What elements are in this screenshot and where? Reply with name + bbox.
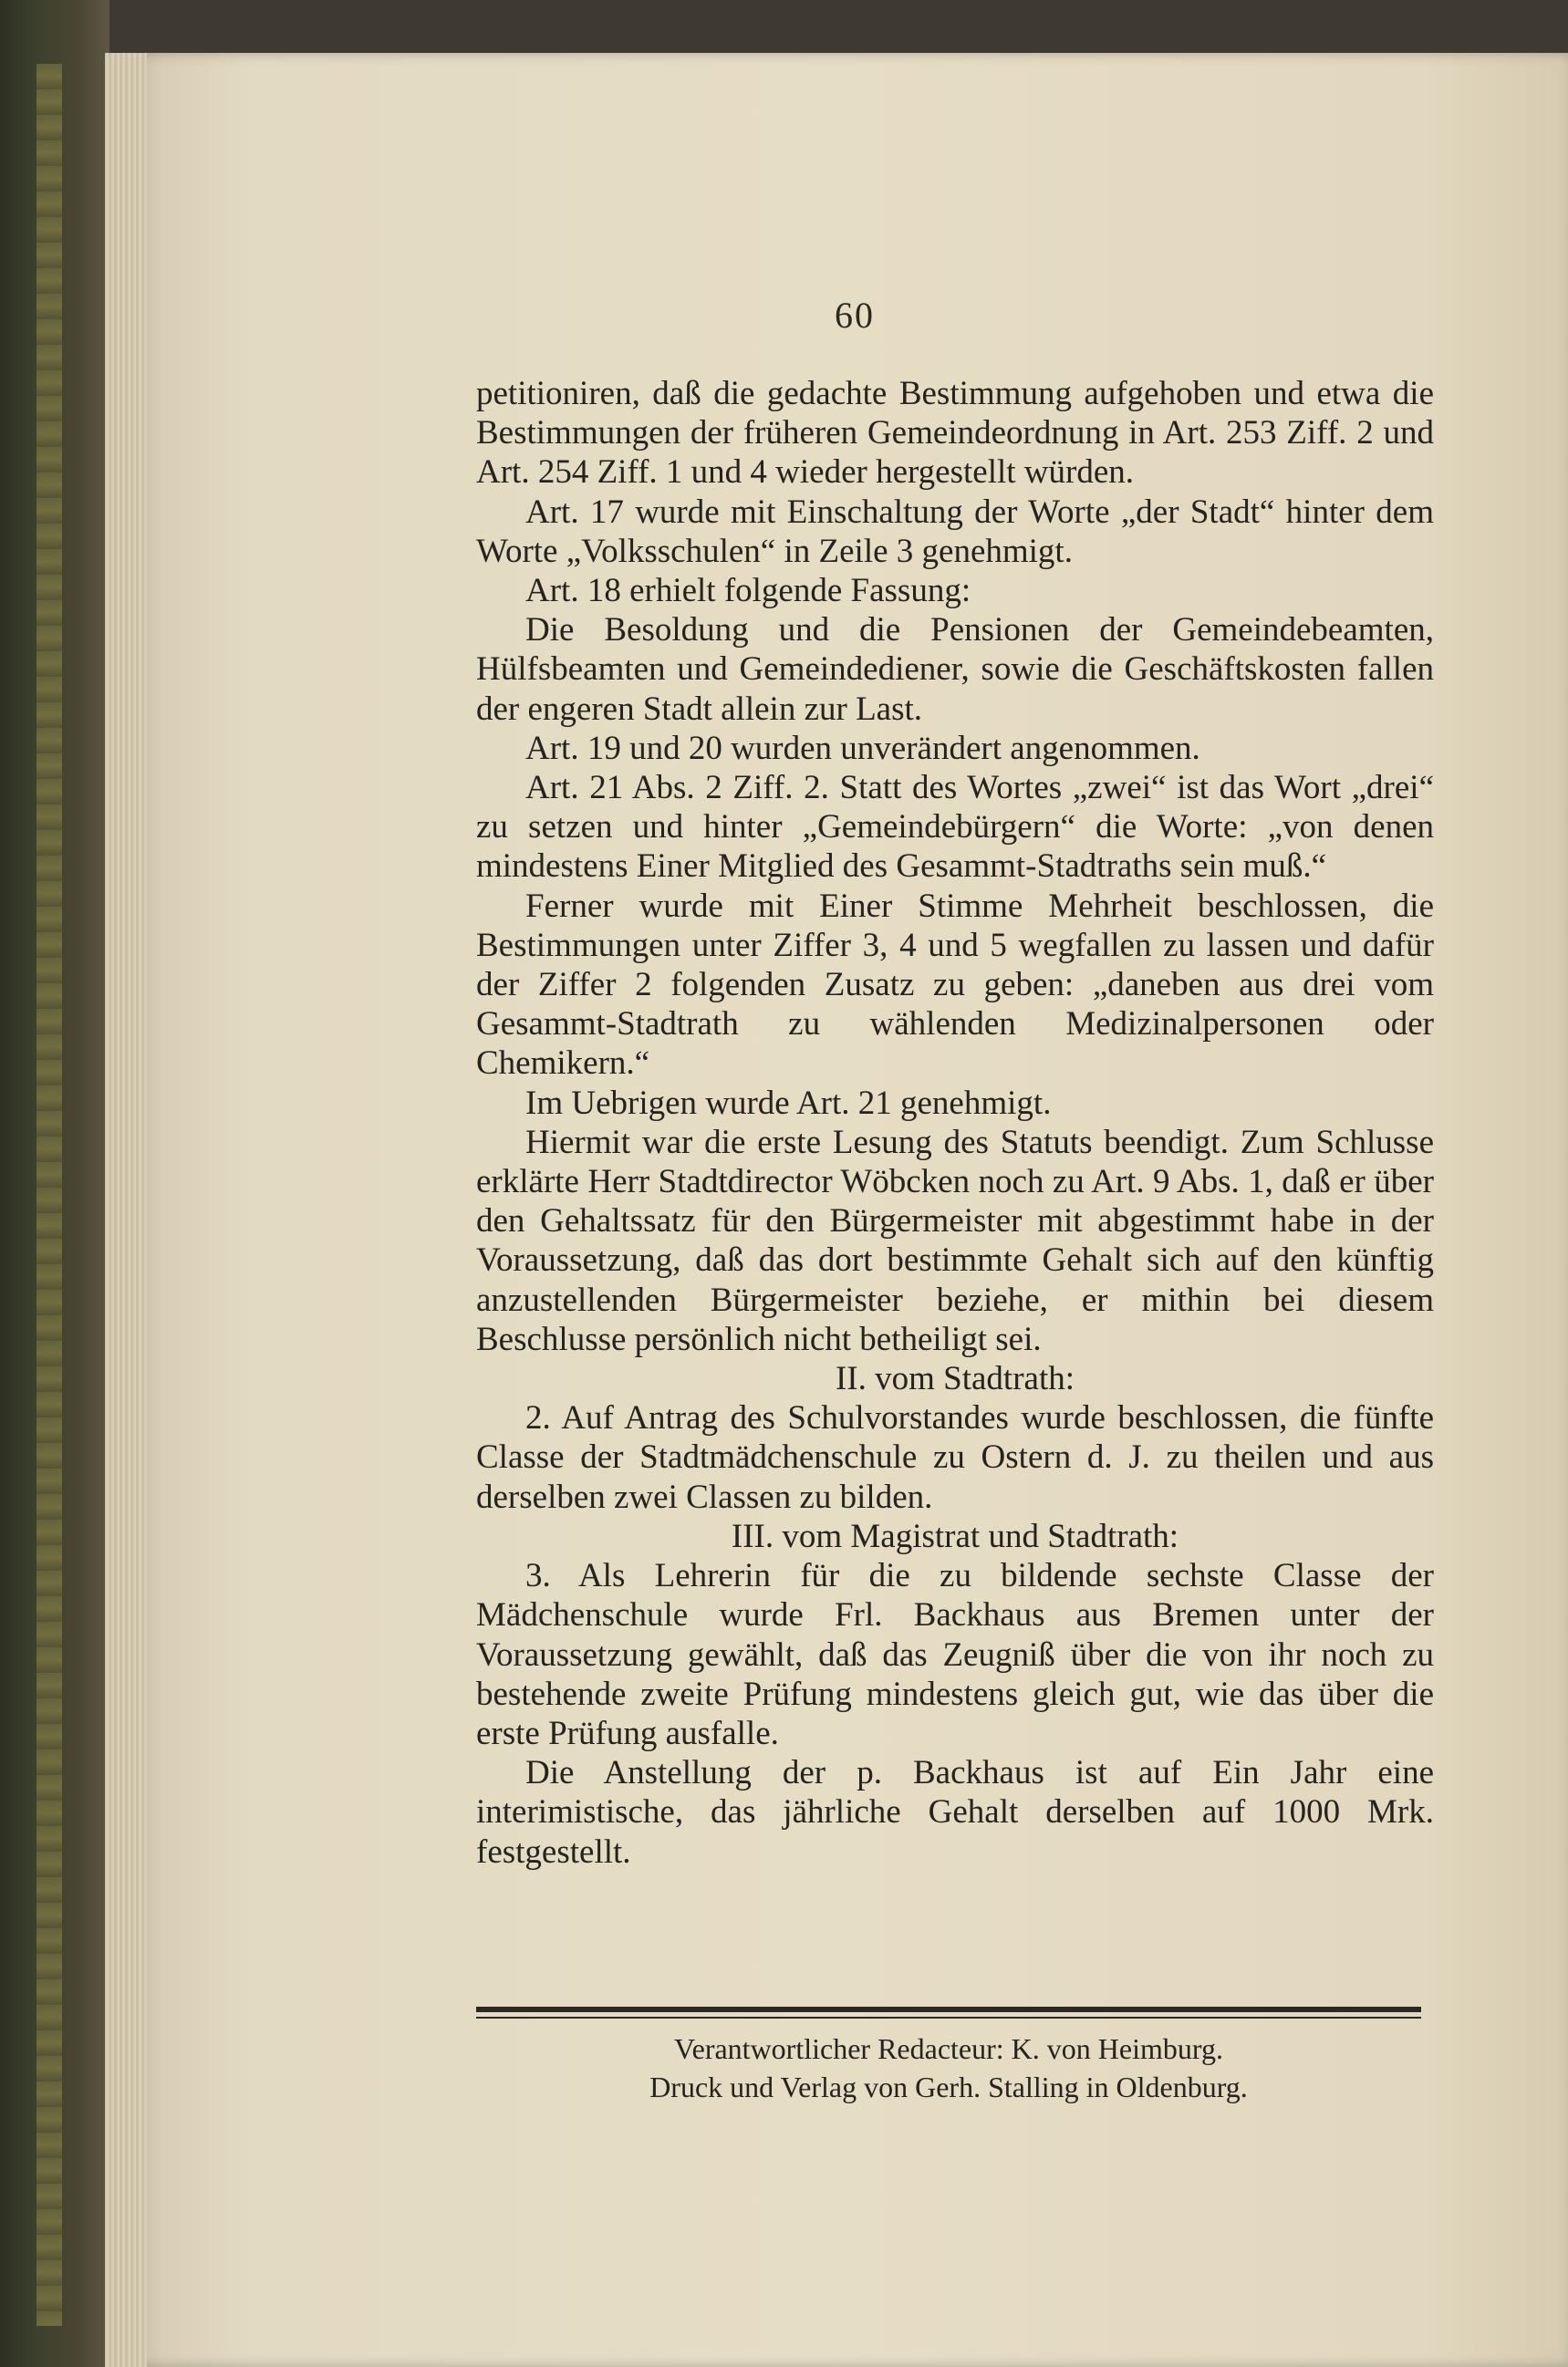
body-text — [476, 374, 1434, 1872]
book-binding — [0, 0, 109, 2367]
paragraph-art-21: Art. 21 Abs. 2 Ziff. 2. Statt des Wortes „zwei“ ist das Wort „drei“ zu setzen und hinter „Gemeindebürgern“ die Worte: „von denen mindestens Einer Mitglied des Gesammt-Stadtraths sein muß.“ — [476, 769, 1434, 886]
page-number: 60 — [835, 295, 875, 336]
section-heading-magistrat: III. vom Magistrat und Stadtrath: — [731, 1517, 1179, 1555]
imprint-publisher: Druck und Verlag von Gerh. Stalling in Oldenburg. — [649, 2071, 1248, 2103]
footer-rule-thin — [476, 2017, 1421, 2019]
paragraph-lehrerin: 3. Als Lehrerin für die zu bildende sechste Classe der Mädchenschule wurde Frl. Backhaus aus Bremen unter der Voraussetzung gewählt, daß das Zeugniß über die von ihr noch zu bestehende zweite Prüfung mindestens gleich gut, wie das über die erste Prüfung ausfalle. — [476, 1557, 1434, 1752]
paragraph-anstellung: Die Anstellung der p. Backhaus ist auf Ein Jahr eine interimistische, das jährliche Gehalt derselben auf 1000 Mrk. festgestellt. — [476, 1754, 1434, 1871]
binding-edge — [36, 64, 62, 2326]
paragraph-art-19-20: Art. 19 und 20 wurden unverändert angenommen. — [525, 729, 1200, 767]
imprint-editor: Verantwortlicher Redacteur: K. von Heimburg. — [674, 2032, 1223, 2065]
paragraph-art-18: Art. 18 erhielt folgende Fassung: — [525, 572, 971, 610]
paragraph-besoldung: Die Besoldung und die Pensionen der Gemeindebeamten, Hülfsbeamten und Gemeindediener, sowie die Geschäftskosten fallen der engeren Stadt allein zur Last. — [476, 611, 1434, 728]
page-edges — [105, 53, 147, 2367]
footer-rule-thick — [476, 2007, 1421, 2012]
paragraph-art-17: Art. 17 wurde mit Einschaltung der Worte „der Stadt“ hinter dem Worte „Volksschulen“ in Zeile 3 genehmigt. — [476, 493, 1434, 570]
paragraph-petition: petitioniren, daß die gedachte Bestimmung aufgehoben und etwa die Bestimmungen der früheren Gemeindeordnung in Art. 253 Ziff. 2 und Art. 254 Ziff. 1 und 4 wieder hergestellt würden. — [476, 375, 1434, 492]
section-heading-stadtrath: II. vom Stadtrath: — [835, 1360, 1075, 1398]
paragraph-hiermit: Hiermit war die erste Lesung des Statuts beendigt. Zum Schlusse erklärte Herr Stadtdirector Wöbcken noch zu Art. 9 Abs. 1, daß er über den Gehaltssatz für den Bürgermeister mit abgestimmt habe in der Voraussetzung, daß das dort bestimmte Gehalt sich auf den künftig anzustellenden Bürgermeister beziehe, er mithin bei diesem Beschlusse persönlich nicht betheiligt sei. — [476, 1123, 1434, 1358]
paragraph-uebrigen: Im Uebrigen wurde Art. 21 genehmigt. — [525, 1084, 1052, 1122]
paragraph-schulvorstand: 2. Auf Antrag des Schulvorstandes wurde beschlossen, die fünfte Classe der Stadtmädchenschule zu Ostern d. J. zu theilen und aus derselben zwei Classen zu bilden. — [476, 1399, 1434, 1516]
paragraph-ferner: Ferner wurde mit Einer Stimme Mehrheit beschlossen, die Bestimmungen unter Ziffer 3, 4 und 5 wegfallen zu lassen und dafür der Ziffer 2 folgenden Zusatz zu geben: „daneben aus drei vom Gesammt-Stadtrath zu wählenden Medizinalpersonen oder Chemikern.“ — [476, 887, 1434, 1083]
